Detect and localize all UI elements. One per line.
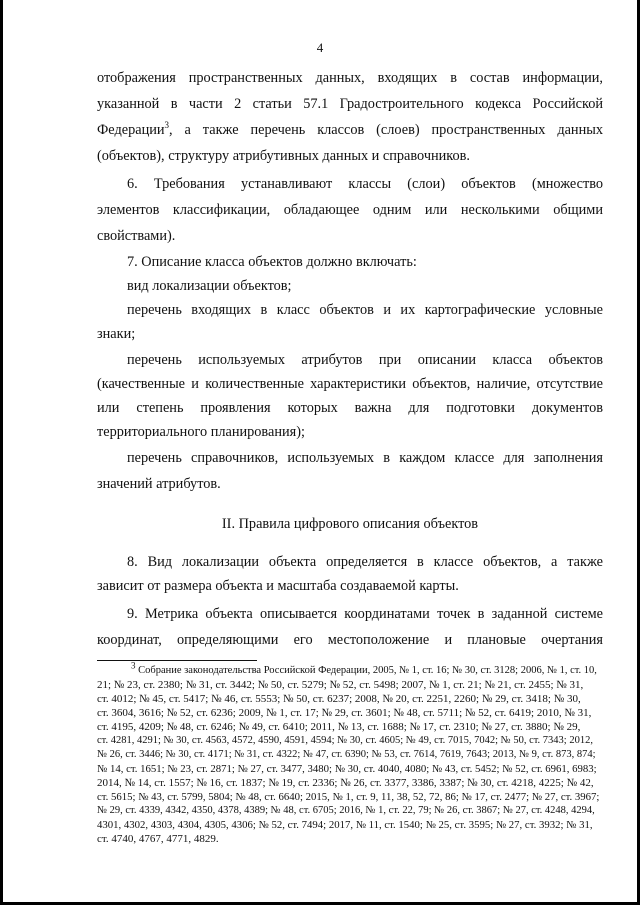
text-line: перечень входящих в класс объектов и их картографические условные — [127, 302, 603, 318]
footnote-line: 21; № 23, ст. 2380; № 31, ст. 3442; № 50, ст. 5279; № 52, ст. 5498; 2007, № 1, ст. 21; № 21, ст. 2455; № 31, — [97, 679, 584, 691]
text-line: свойствами). — [97, 228, 176, 244]
text-fragment: Федерации — [97, 122, 165, 138]
text-line: или степень проявления которых важна для подготовки документов — [97, 400, 603, 416]
footnote-ref: 3 — [164, 120, 170, 131]
text-line: (объектов), структуру атрибутивных данных и справочников. — [97, 148, 471, 164]
text-line: знаки; — [97, 326, 136, 342]
text-line: (качественные и количественные характеристики объектов, наличие, отсутствие — [97, 376, 603, 392]
text-line — [97, 122, 603, 142]
footnote-line: № 26, ст. 3446; № 30, ст. 4171; № 31, ст. 4322; № 47, ст. 6390; № 53, ст. 7614, 7619, 7643; 2013, № 9, ст. 873, 874; — [97, 749, 596, 760]
footnote-line: № 14, ст. 1651; № 23, ст. 2871; № 27, ст. 3477, 3480; № 30, ст. 4040, 4080; № 43, ст. 5452; № 52, ст. 6961, 6983; — [97, 763, 597, 775]
footnote-marker: 3 — [131, 660, 136, 671]
footnote-line: ст. 3604, 3616; № 52, ст. 6236; 2009, № 1, ст. 17; № 29, ст. 3601; № 48, ст. 5711; № 52, ст. 6419; 2010, № 31, — [97, 707, 592, 719]
text-line: 8. Вид локализации объекта определяется в классе объектов, а также — [127, 554, 603, 570]
scan-edge-left — [0, 0, 3, 905]
text-line: перечень справочников, используемых в каждом классе для заполнения — [127, 450, 603, 466]
text-line: перечень используемых атрибутов при описании класса объектов — [127, 352, 603, 368]
text-fragment: Собрание законодательства Российской Федерации, 2005, № 1, ст. 16; № 30, ст. 3128; 2006, № 1, ст. 10, — [138, 665, 597, 676]
footnote-line: ст. 5615; № 43, ст. 5799, 5804; № 48, ст. 6640; 2015, № 1, ст. 9, 11, 38, 52, 72, 86; № 17, ст. 2477; № 27, ст. 3967; — [97, 791, 600, 803]
text-line: 7. Описание класса объектов должно включать: — [127, 254, 417, 270]
text-line: координат, определяющими его местоположение и плановые очертания — [97, 632, 603, 648]
footnote-line: ст. 4012; № 45, ст. 5417; № 46, ст. 5553; № 50, ст. 6237; 2008, № 20, ст. 2251, 2260; № 29, ст. 3418; № 30, — [97, 693, 581, 705]
footnote-separator — [97, 660, 257, 661]
footnote-line: ст. 4740, 4767, 4771, 4829. — [97, 833, 219, 845]
text-line: элементов классификации, обладающее одним или несколькими общими — [97, 202, 603, 218]
footnote-line — [131, 660, 597, 679]
text-line: отображения пространственных данных, входящих в состав информации, — [97, 70, 603, 86]
text-line: зависит от размера объекта и масштаба создаваемой карты. — [97, 578, 459, 594]
text-fragment: , а также перечень классов (слоев) пространственных данных — [169, 122, 603, 138]
text-line: указанной в части 2 статьи 57.1 Градостроительного кодекса Российской — [97, 96, 603, 112]
text-line: 6. Требования устанавливают классы (слои) объектов (множество — [127, 176, 603, 192]
footnote-line: 2014, № 14, ст. 1557; № 16, ст. 1837; № 19, ст. 2336; № 26, ст. 3377, 3386, 3387; № 30, ст. 4218, 4225; № 42, — [97, 777, 594, 789]
text-line: территориального планирования); — [97, 424, 305, 440]
text-line: вид локализации объектов; — [127, 278, 292, 294]
footnote-line: ст. 4195, 4209; № 48, ст. 6246; № 49, ст. 6410; 2011, № 13, ст. 1688; № 17, ст. 2310; № 27, ст. 3880; № 29, — [97, 721, 581, 733]
footnote-line: 4301, 4302, 4303, 4304, 4305, 4306; № 52, ст. 7494; 2017, № 11, ст. 1540; № 25, ст. 3595; № 27, ст. 3932; № 31, — [97, 819, 593, 831]
text-line: значений атрибутов. — [97, 476, 221, 492]
text-line: 9. Метрика объекта описывается координатами точек в заданной системе — [127, 606, 603, 622]
footnote-line: № 29, ст. 4339, 4342, 4350, 4378, 4389; № 48, ст. 6705; 2016, № 1, ст. 22, 79; № 26, ст. 3867; № 27, ст. 4248, 4294, — [97, 805, 595, 816]
section-heading: II. Правила цифрового описания объектов — [221, 516, 479, 532]
footnote-line: ст. 4281, 4291; № 30, ст. 4563, 4572, 4590, 4591, 4594; № 30, ст. 4605; № 49, ст. 7015, 7042; № 50, ст. 7343; 2012, — [97, 735, 593, 746]
page-number: 4 — [316, 40, 324, 55]
